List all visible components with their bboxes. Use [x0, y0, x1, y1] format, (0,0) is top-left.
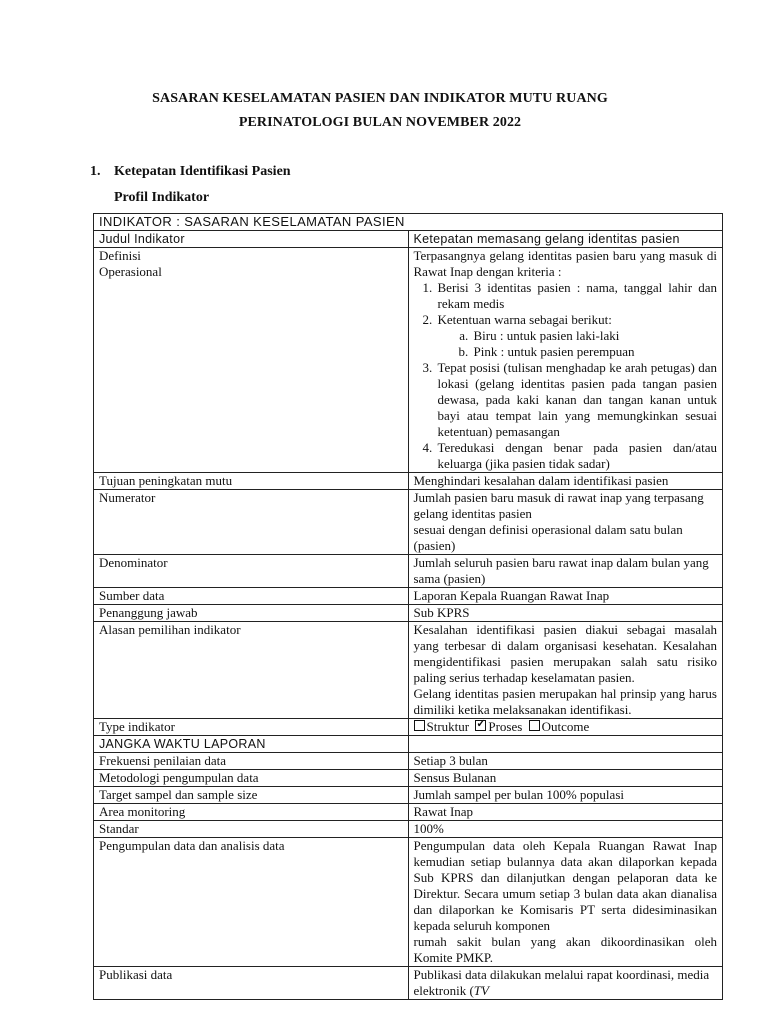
document-title-line-1: SASARAN KESELAMATAN PASIEN DAN INDIKATOR MUTU RUANG	[152, 91, 608, 106]
table-row-frekuensi	[94, 753, 723, 770]
table-row-jangka	[94, 736, 723, 753]
table-row-penanggung	[94, 605, 723, 622]
criteria-text: Teredukasi dengan benar pada pasien dan/atau keluarga (jika pasien tidak sadar)	[437, 440, 717, 471]
pengumpulan-paragraph-1: Pengumpulan data oleh Kepala Ruangan Rawat Inap kemudian setiap bulannya data akan dilaporkan kepada Sub KPRS dan dilanjutkan dengan pelaporan data ke Direktur. Secara umum setiap 3 bulan data akan dianalisa dan dilaporkan ke Komisaris PT serta didesiminasikan kepada seluruh komponen	[413, 838, 717, 933]
checkbox-checked-icon	[475, 720, 486, 731]
row-label-type: Type indikator	[94, 719, 409, 736]
row-label-publikasi: Publikasi data	[94, 967, 409, 1000]
option-struktur	[414, 719, 470, 734]
row-value-area: Rawat Inap	[408, 804, 723, 821]
option-proses	[475, 719, 522, 734]
row-label-area: Area monitoring	[94, 804, 409, 821]
definisi-label-line-2: Operasional	[99, 264, 162, 279]
profil-indikator-heading: Profil Indikator	[114, 190, 210, 205]
row-value-target: Jumlah sampel per bulan 100% populasi	[408, 787, 723, 804]
row-value-metodologi: Sensus Bulanan	[408, 770, 723, 787]
section-title: Ketepatan Identifikasi Pasien	[114, 164, 291, 179]
row-label-penanggung: Penanggung jawab	[94, 605, 409, 622]
definisi-label-line-1: Definisi	[99, 248, 141, 263]
table-header-row	[94, 214, 723, 231]
definisi-criteria-list	[414, 280, 718, 472]
row-value-sumber: Laporan Kepala Ruangan Rawat Inap	[408, 588, 723, 605]
table-row-sumber	[94, 588, 723, 605]
table-row-metodologi	[94, 770, 723, 787]
table-header-cell: INDIKATOR : SASARAN KESELAMATAN PASIEN	[94, 214, 723, 231]
row-label-denominator: Denominator	[94, 555, 409, 588]
alasan-paragraph-2: Gelang identitas pasien merupakan hal prinsip yang harus dimiliki ketika melaksanakan identifikasi.	[413, 686, 717, 717]
row-label-sumber: Sumber data	[94, 588, 409, 605]
publikasi-text: Publikasi data dilakukan melalui rapat koordinasi, media elektronik (	[413, 967, 710, 998]
table-row-target	[94, 787, 723, 804]
table-row-alasan	[94, 622, 723, 719]
row-value-judul: Ketepatan memasang gelang identitas pasien	[408, 231, 723, 248]
row-label-tujuan: Tujuan peningkatan mutu	[94, 473, 409, 490]
section-number: 1.	[90, 164, 101, 179]
row-value-tujuan: Menghindari kesalahan dalam identifikasi pasien	[408, 473, 723, 490]
table-row-tujuan	[94, 473, 723, 490]
section-heading	[90, 164, 291, 180]
row-label-alasan: Alasan pemilihan indikator	[94, 622, 409, 719]
table-row-standar	[94, 821, 723, 838]
table-row-numerator	[94, 490, 723, 555]
row-value-publikasi	[408, 967, 723, 1000]
table-row-definisi	[94, 248, 723, 473]
option-label: Outcome	[541, 719, 590, 734]
table-row-area	[94, 804, 723, 821]
list-item	[436, 360, 718, 440]
color-sublist	[438, 328, 718, 360]
criteria-text: Ketentuan warna sebagai berikut:	[437, 312, 612, 327]
row-label-numerator: Numerator	[94, 490, 409, 555]
table-row-publikasi	[94, 967, 723, 1000]
row-value-pengumpulan	[408, 838, 723, 967]
option-label: Proses	[488, 719, 523, 734]
row-value-frekuensi: Setiap 3 bulan	[408, 753, 723, 770]
document-title-line-2: PERINATOLOGI BULAN NOVEMBER 2022	[238, 115, 522, 130]
numerator-line-2: sesuai dengan definisi operasional dalam satu bulan (pasien)	[413, 522, 683, 553]
list-item: b. Pink : untuk pasien perempuan	[472, 344, 718, 360]
option-outcome	[529, 719, 590, 734]
list-item	[436, 312, 718, 360]
option-label: Struktur	[426, 719, 470, 734]
alasan-paragraph-1: Kesalahan identifikasi pasien diakui sebagai masalah yang terbesar di dalam organisasi kesehatan. Kesalahan mengidentifikasi pasien merupakan salah satu risiko paling serius terhadap keselamatan pasien.	[413, 622, 717, 685]
row-value-type	[408, 719, 723, 736]
numerator-line-1: Jumlah pasien baru masuk di rawat inap yang terpasang gelang identitas pasien	[413, 490, 704, 521]
row-label-metodologi: Metodologi pengumpulan data	[94, 770, 409, 787]
row-value-standar: 100%	[408, 821, 723, 838]
table-row-pengumpulan	[94, 838, 723, 967]
list-item: a. Biru : untuk pasien laki-laki	[472, 328, 718, 344]
row-value-denominator: Jumlah seluruh pasien baru rawat inap dalam bulan yang sama (pasien)	[408, 555, 723, 588]
table-row-judul	[94, 231, 723, 248]
row-label-standar: Standar	[94, 821, 409, 838]
table-row-type	[94, 719, 723, 736]
checkbox-icon	[414, 720, 425, 731]
row-label-frekuensi: Frekuensi penilaian data	[94, 753, 409, 770]
row-label-jangka: JANGKA WAKTU LAPORAN	[94, 736, 409, 753]
indicator-table	[93, 213, 723, 1000]
publikasi-italic-text: TV	[473, 983, 489, 998]
list-item	[436, 280, 718, 312]
row-value-definisi	[408, 248, 723, 473]
checkbox-icon	[529, 720, 540, 731]
row-label-pengumpulan: Pengumpulan data dan analisis data	[94, 838, 409, 967]
row-label-judul: Judul Indikator	[94, 231, 409, 248]
row-label-definisi	[94, 248, 409, 473]
criteria-text: Tepat posisi (tulisan menghadap ke arah petugas) dan lokasi (gelang identitas pasien pada tangan pasien dewasa, pada kaki kanan dan tangan kanan untuk bayi atau tempat lain yang memungkinkan sesuai ketentuan) pemasangan	[437, 360, 717, 439]
row-value-alasan	[408, 622, 723, 719]
list-item	[436, 440, 718, 472]
pengumpulan-paragraph-2: rumah sakit bulan yang akan dikoordinasikan oleh Komite PMKP.	[413, 934, 717, 965]
table-row-denominator	[94, 555, 723, 588]
definisi-intro: Terpasangnya gelang identitas pasien baru yang masuk di Rawat Inap dengan kriteria :	[413, 248, 717, 279]
row-value-penanggung: Sub KPRS	[408, 605, 723, 622]
row-value-numerator	[408, 490, 723, 555]
criteria-text: Berisi 3 identitas pasien : nama, tanggal lahir dan rekam medis	[437, 280, 717, 311]
row-value-jangka	[408, 736, 723, 753]
row-label-target: Target sampel dan sample size	[94, 787, 409, 804]
